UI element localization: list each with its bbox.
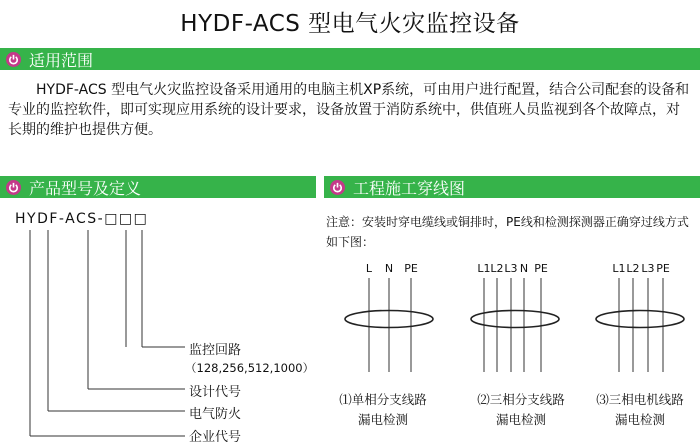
wire-label: PE — [404, 262, 418, 275]
wire-label: N — [519, 262, 529, 275]
wire-label: L1 — [477, 262, 491, 275]
wire-label: L2 — [490, 262, 504, 275]
wire-label: L3 — [641, 262, 655, 275]
wire-label: N — [384, 262, 394, 275]
model-code: HYDF-ACS-□□□ — [15, 211, 149, 227]
label-monitor-loop: 监控回路 — [189, 343, 242, 358]
label-company-code: 企业代号 — [189, 430, 242, 445]
page-title: HYDF-ACS 型电气火灾监控设备 — [180, 11, 520, 37]
wiring-note: 注意：安装时穿电缆线或铜排时，PE线和检测探测器正确穿过线方式如下图： — [326, 215, 689, 249]
leakage-sensor-ring — [596, 311, 684, 328]
section-header-label: 工程施工穿线图 — [353, 178, 466, 198]
wire-label: PE — [656, 262, 670, 275]
section-header-label: 适用范围 — [29, 50, 94, 70]
diagram-caption: ⑴单相分支线路 — [339, 392, 427, 407]
wire-label: PE — [534, 262, 548, 275]
diagram-caption-sub: 漏电检测 — [495, 412, 546, 427]
label-loop-values: （128,256,512,1000） — [185, 361, 315, 375]
diagram-caption-sub: 漏电检测 — [614, 412, 665, 427]
wire-label: L1 — [612, 262, 626, 275]
diagram-caption: ⑵三相分支线路 — [477, 392, 565, 407]
label-design-code: 设计代号 — [189, 385, 242, 400]
diagram-caption: ⑶三相电机线路 — [596, 392, 684, 407]
wire-label: L2 — [626, 262, 640, 275]
label-electric-fire: 电气防火 — [189, 407, 242, 422]
diagram-caption-sub: 漏电检测 — [357, 412, 408, 427]
wire-label: L3 — [504, 262, 518, 275]
scope-description: HYDF-ACS 型电气火灾监控设备采用通用的电脑主机XP系统，可由用户进行配置，结合公司配套的设备和专业的监控软件，即可实现应用系统的设计要求，设备放置于消防系统中，供值班人员监视到各个故障点，对长期的维护也提供方便。 — [8, 82, 690, 138]
section-header-label: 产品型号及定义 — [29, 178, 142, 198]
wire-label: L — [365, 262, 373, 275]
